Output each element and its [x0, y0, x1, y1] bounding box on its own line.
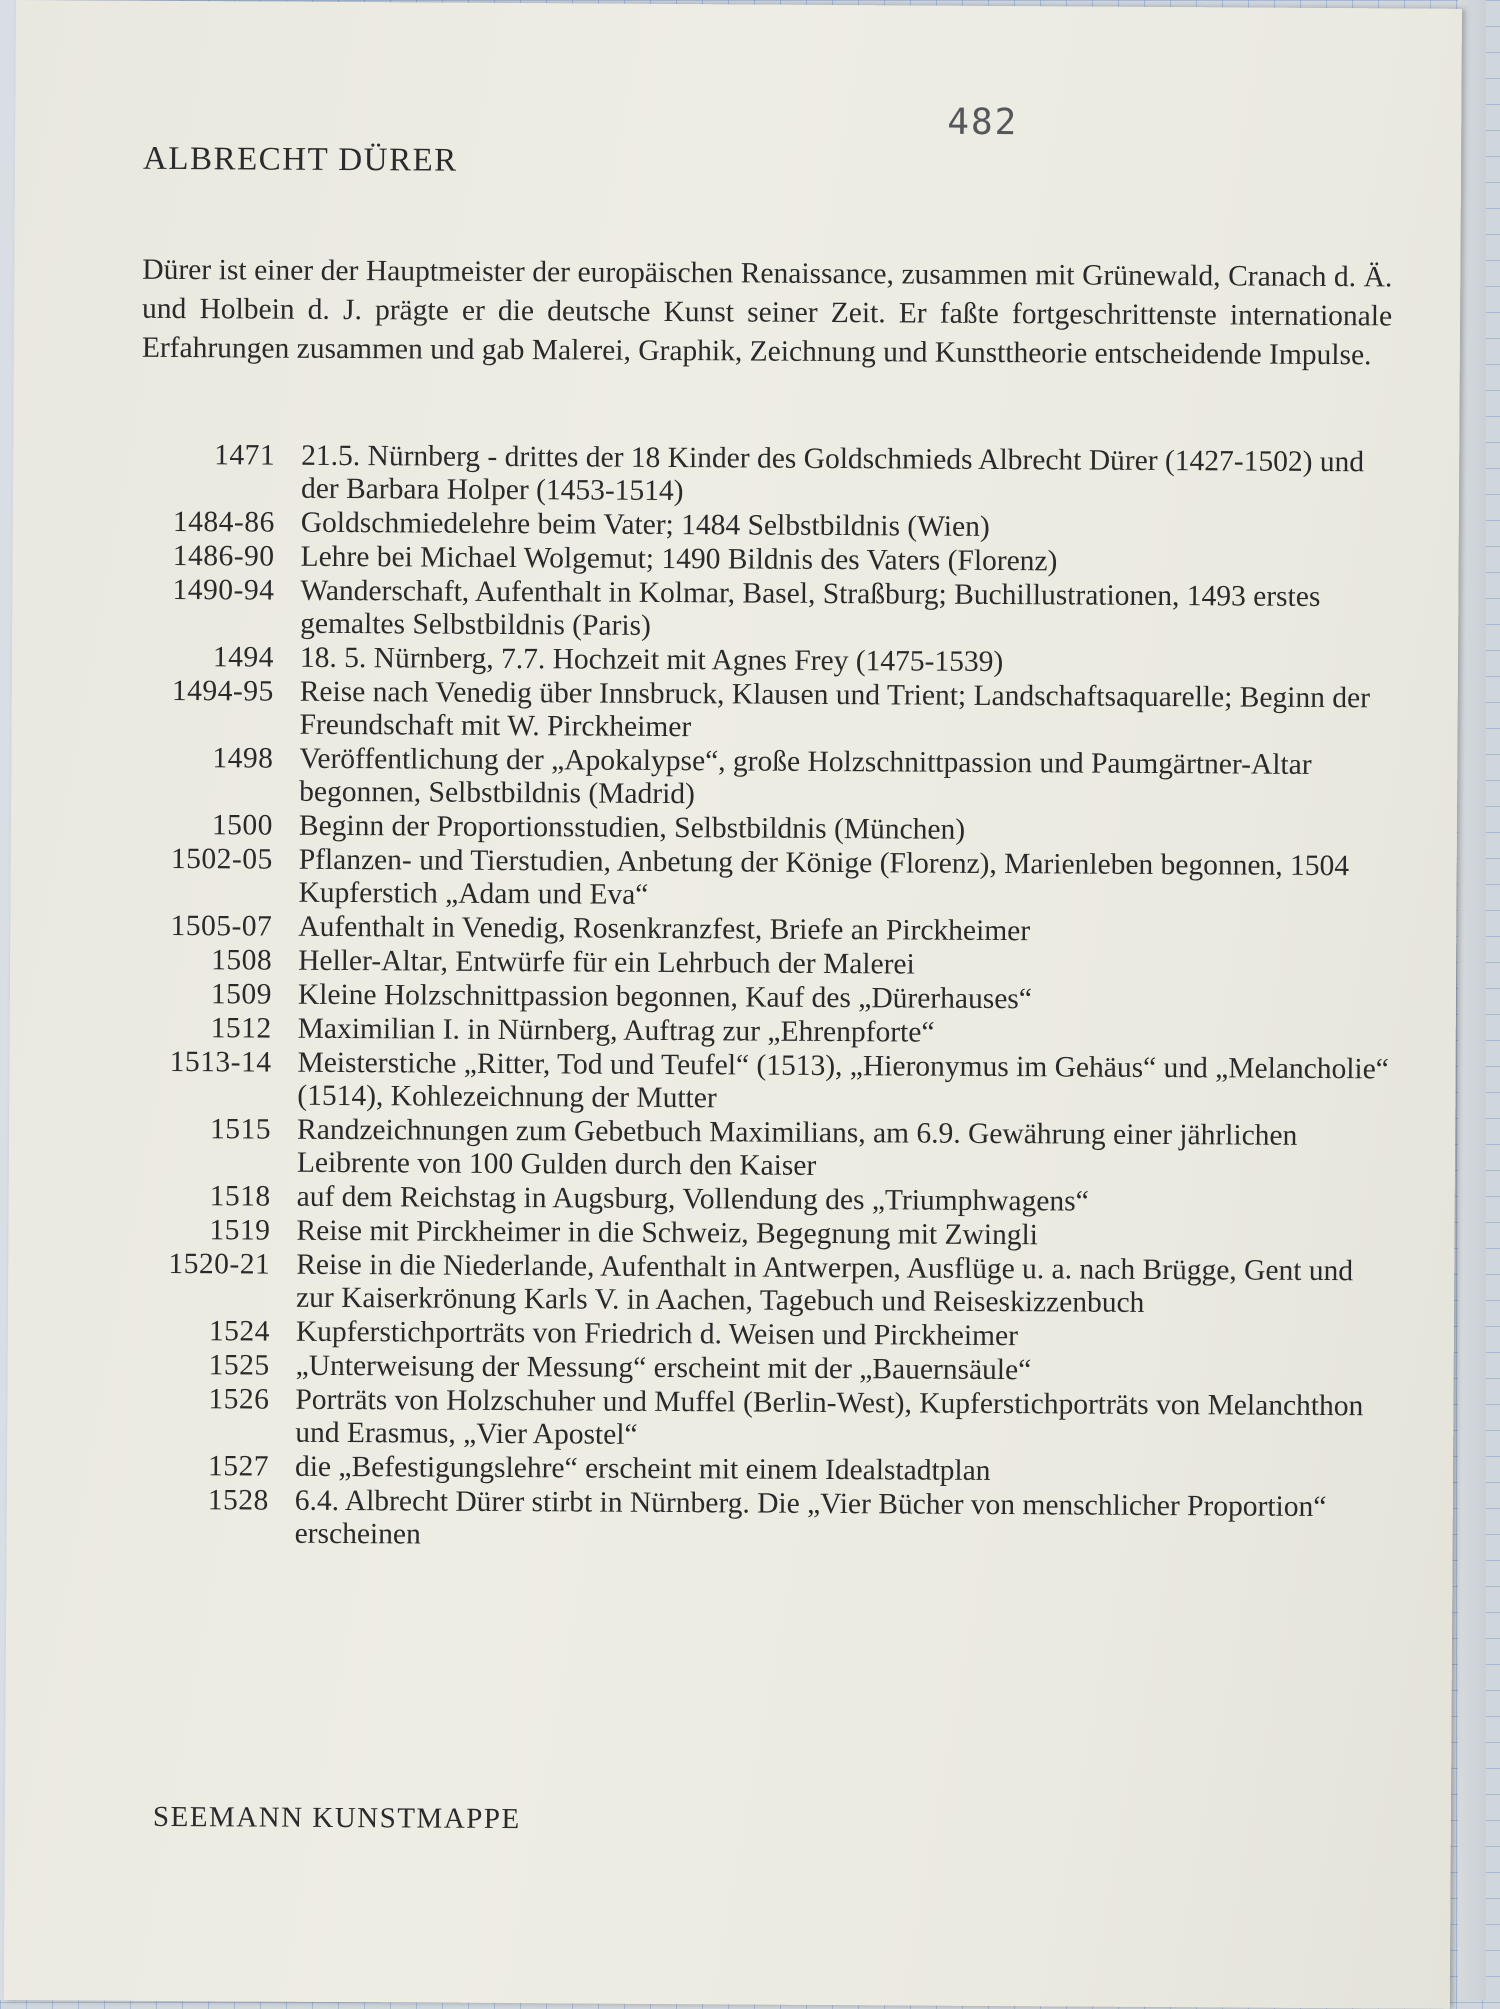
timeline-text: die „Befestigungslehre“ erscheint mit einem Idealstadtplan [294, 1450, 991, 1487]
timeline-text: Randzeichnungen zum Gebetbuch Maximilians, am 6.9. Gewährung einer jährlichen Leibrente von 100 Gulden durch den Kaiser [296, 1113, 1298, 1182]
timeline-entry [119, 1484, 1391, 1558]
timeline-year: 1494 [212, 641, 275, 674]
timeline-year: 1525 [208, 1349, 270, 1382]
timeline-entry [124, 574, 1396, 648]
timeline-text: Reise in die Niederlande, Aufenthalt in Antwerpen, Ausflüge u. a. nach Brügge, Gent und zur Kaiserkrönung Karls V. in Aachen, Tagebuch und Reiseskizzenbuch [295, 1248, 1354, 1319]
timeline-year: 1512 [210, 1012, 272, 1045]
timeline-text: auf dem Reichstag in Augsburg, Vollendung des „Triumphwagens“ [296, 1180, 1089, 1218]
timeline-text: Beginn der Proportionsstudien, Selbstbildnis (München) [298, 809, 966, 846]
timeline-year: 1502-05 [170, 842, 273, 876]
timeline-year: 1471 [214, 439, 276, 472]
timeline-year: 1528 [207, 1484, 269, 1517]
timeline-entry [123, 742, 1395, 816]
timeline-year: 1527 [207, 1450, 270, 1483]
timeline-text: „Unterweisung der Messung“ erscheint mit der „Bauernsäule“ [295, 1349, 1032, 1387]
timeline-year: 1508 [211, 944, 273, 977]
timeline-text: Veröffentlichung der „Apokalypse“, große Holzschnittpassion und Paumgärtner-Altar begonnen, Selbstbildnis (Madrid) [299, 742, 1312, 811]
timeline-year: 1526 [208, 1383, 270, 1416]
timeline-text: Lehre bei Michael Wolgemut; 1490 Bildnis des Vaters (Florenz) [300, 540, 1058, 578]
timeline-year: 1505-07 [170, 909, 273, 943]
grid-paper-right-margin [1458, 0, 1486, 2000]
timeline-text: Pflanzen- und Tierstudien, Anbetung der Könige (Florenz), Marienleben begonnen, 1504 Kupferstich „Adam und Eva“ [298, 843, 1350, 911]
timeline-text: 21.5. Nürnberg - drittes der 18 Kinder des Goldschmieds Albrecht Dürer (1427-1502) und der Barbara Holper (1453-1514) [300, 439, 1365, 508]
timeline-year: 1490-94 [172, 573, 275, 607]
timeline-text: Goldschmiedelehre beim Vater; 1484 Selbstbildnis (Wien) [300, 506, 990, 543]
timeline-list [119, 439, 1398, 1559]
timeline-text: Meisterstiche „Ritter, Tod und Teufel“ (1513), „Hieronymus im Gehäus“ und „Melancholie“ (1514), Kohlezeichnung der Mutter [297, 1046, 1389, 1115]
timeline-year: 1484-86 [172, 505, 275, 539]
timeline-year: 1518 [209, 1180, 271, 1213]
timeline-year: 1519 [209, 1214, 271, 1247]
timeline-text: Heller-Altar, Entwürfe für ein Lehrbuch der Malerei [298, 944, 915, 981]
timeline-year: 1494-95 [171, 674, 274, 708]
page-number-stamp: 482 [947, 101, 1019, 144]
timeline-text: 6.4. Albrecht Dürer stirbt in Nürnberg. Die „Vier Bücher von menschlicher Proportion“ erscheinen [294, 1484, 1327, 1551]
timeline-year: 1524 [208, 1315, 270, 1348]
document-page [4, 0, 1462, 2009]
timeline-text: Reise mit Pirckheimer in die Schweiz, Begegnung mit Zwingli [296, 1214, 1039, 1252]
timeline-text: Maximilian I. in Nürnberg, Auftrag zur „Ehrenpforte“ [297, 1012, 935, 1049]
timeline-entry [122, 843, 1394, 917]
timeline-entry [125, 439, 1397, 513]
timeline-year: 1520-21 [168, 1247, 271, 1281]
publisher-footer: SEEMANN KUNSTMAPPE [152, 1800, 521, 1836]
timeline-year: 1498 [212, 742, 274, 775]
timeline-text: Kleine Holzschnittpassion begonnen, Kauf des „Dürerhauses“ [297, 978, 1033, 1016]
timeline-text: Wanderschaft, Aufenthalt in Kolmar, Basel, Straßburg; Buchillustrationen, 1493 erstes gemaltes Selbstbildnis (Paris) [300, 574, 1321, 642]
intro-paragraph: Dürer ist einer der Hauptmeister der europäischen Renaissance, zusammen mit Grünewald, Cranach d. Ä. und Holbein d. J. prägte er die deutsche Kunst seiner Zeit. Er faßte fortgeschrittenste internationale Erfahrungen zusammen und gab Malerei, Graphik, Zeichnung und Kunsttheorie entscheidende Impulse. [141, 253, 1393, 372]
timeline-text: 18. 5. Nürnberg, 7.7. Hochzeit mit Agnes Frey (1475-1539) [299, 641, 1004, 679]
timeline-entry [121, 1113, 1393, 1187]
timeline-year: 1500 [211, 809, 274, 842]
timeline-entry [123, 675, 1395, 749]
timeline-text: Aufenthalt in Venedig, Rosenkranzfest, Briefe an Pirckheimer [298, 910, 1031, 948]
timeline-text: Reise nach Venedig über Innsbruck, Klausen und Trient; Landschaftsaquarelle; Beginn der Freundschaft mit W. Pirckheimer [299, 675, 1371, 744]
timeline-entry [119, 1383, 1391, 1457]
timeline-text: Kupferstichporträts von Friedrich d. Weisen und Pirckheimer [295, 1315, 1019, 1353]
timeline-year: 1486-90 [172, 539, 275, 573]
timeline-year: 1513-14 [169, 1045, 272, 1079]
timeline-entry [121, 1046, 1393, 1120]
timeline-text: Porträts von Holzschuher und Muffel (Berlin-West), Kupferstichporträts von Melanchthon und Erasmus, „Vier Apostel“ [295, 1383, 1364, 1451]
timeline-entry [120, 1248, 1392, 1322]
document-title: ALBRECHT DÜRER [142, 140, 458, 179]
timeline-year: 1515 [210, 1113, 272, 1146]
timeline-year: 1509 [210, 978, 273, 1011]
